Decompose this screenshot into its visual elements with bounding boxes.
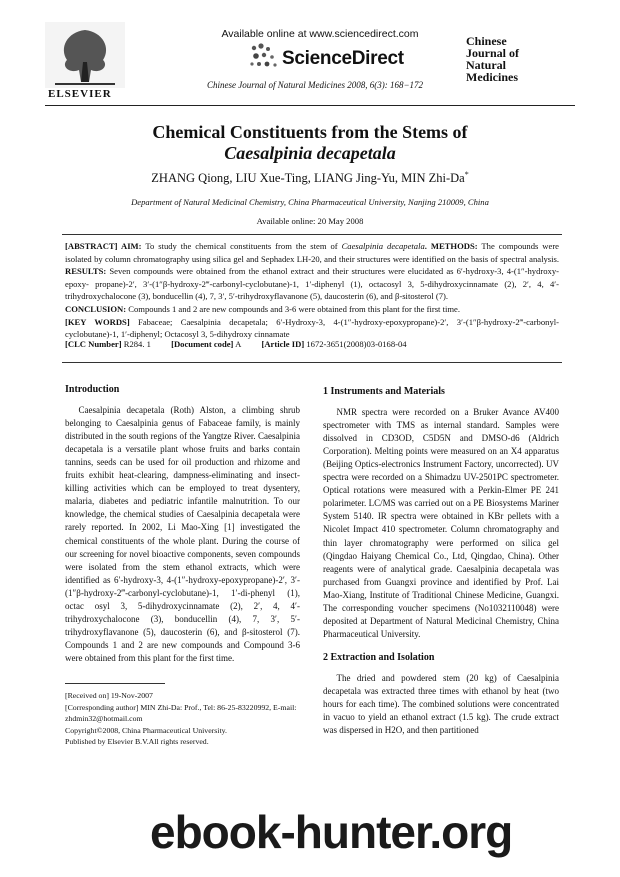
title-line-species: Caesalpinia decapetala — [224, 143, 396, 163]
header-divider — [45, 105, 575, 106]
publisher-name: ELSEVIER — [48, 88, 112, 100]
section1-paragraph: NMR spectra were recorded on a Bruker Avance AV400 spectrometer with TMS as internal standard. Samples were dissolved in CD3OD, C5D5N and DMSO-d6 (Aldrich Corporation). Melting points were measured on an X4 apparatus (Beijing Optics-electronics Instrument Factory, uncorrected). UV spectra were recorded on a Shimadzu UV-2501PC spectrometer. Optical rotations were measured with a Perkin-Elmer PE 241 polarimeter. LC/MS was carried out on a PE Biosystems Mariner System 5140. IR spectra were obtained in KBr pellets with a Nicolet Impact 410 spectrometer. Column chromatography and thin layer chromatography were performed on silica gel (Qingdao Haiyang Chemical Co., Ltd, Qingdao, China). Other reagents were of analytical grade. Caesalpinia decapetala was purchased from Guangxi province and identified by Prof. Lai Mao-Xiang, Institute of Traditional Chinese Medicine, Guangxi. The corresponding voucher specimens (No1032110048) were deposited at Department of Natural Medicinal Chemistry, China Pharmaceutical University. — [323, 407, 559, 639]
abstract-block: [ABSTRACT] AIM: To study the chemical constituents from the stem of Caesalpinia decapetala. METHODS: The compounds were isolated by column chromatography using silica gel and Sephadex LH-20, and their structures were identified on the basis of spectral analysis. RESULTS: Seven compounds were obtained from the ethanol extract and their structures were elucidated as 6′-hydroxy-3, 4-(1″-hydroxy-epoxy- propane)-2′, 3′-(1″β-hydroxy-2‴-carbonyl-cyclobutane)-1, 1′-diphenyl (1), octacosyl 3, 5-dihydroxycinnamate (2), 2′, 4, 4′-trihydroxychalocone (3), bonducellin (4), 7, 3′, 5′-trihydroxyflavanone (5), daucosterin (6), and β-sitosterol (7). CONCLUSION: Compounds 1 and 2 are new compounds and 3-6 were obtained from this plant for the first time. [KEY WORDS] Fabaceae; Caesalpinia decapetala; 6′-Hydroxy-3, 4-(1″-hydroxy-epoxypropane)-2′, 3′-(1″β-hydroxy-2‴-carbonyl-cyclobutane)-1, 1′-diphenyl; Octacosyl 3, 5-dihydroxy cinnamate — [65, 241, 559, 340]
paper-title — [45, 122, 575, 164]
affiliation: Department of Natural Medicinal Chemistry, China Pharmaceutical University, Nanjing 210009, China — [131, 197, 489, 207]
intro-heading: Introduction — [65, 384, 120, 395]
footnote-divider — [65, 683, 165, 684]
section1-heading: 1 Instruments and Materials — [323, 386, 445, 397]
intro-paragraph: Caesalpinia decapetala (Roth) Alston, a climbing shrub belonging to Caesalpinia genus of Fabaceae family, is mainly distributed in the south regions of the Yangtze River. Caesalpinia decapetala is a versatile plant whose fruits and barks contain tannins, seeds can be used for oil production and rhizome and fruits exhibit heat-clearing, dampness-eliminating and insect-killing activities which can be employed to treat dysentery, malaria, diabetes and pediatric infantile malnutrition. To our knowledge, the chemical studies of Caesalpinia decapetala were rarely reported. In 2002, Li Mao-Xing [1] investigated the chemical constituents of the whole plant. During the course of our screening for novel bioactive components, seven compounds were isolated from the stem ethanol extracts, which were identified as 6′-hydroxy-3, 4-(1″-hydroxy-epoxypropane)-2′, 3′-(1″β-hydroxy-2‴-carbonyl-cyclobutane)-1, 1′-di-phenyl (1), octac osyl 3, 5-dihydroxycinnamate (2), 2′, 4, 4′-trihydroxychalocone (3), bonducellin (4), 7, 3′, 5′-trihydroxyflavanone (5), daucosterin (6), and β-sitosterol (7). Compounds 1 and 2 are new compounds and Compound 3-6 were obtained from this plant for the first time. — [65, 405, 300, 663]
available-online-date: Available online: 20 May 2008 — [256, 216, 364, 226]
received-date: [Received on] 19-Nov-2007 — [65, 691, 153, 700]
abstract-top-divider — [62, 234, 562, 235]
right-column — [323, 385, 559, 737]
footnotes — [65, 690, 305, 748]
classification-line: [CLC Number] R284. 1 [Document code] A [Article ID] 1672-3651(2008)03-0168-04 — [65, 339, 407, 349]
journal-title-line: Chinese — [466, 34, 507, 48]
section2-paragraph: The dried and powdered stem (20 kg) of Caesalpinia decapetala was extracted three times with ethanol by heat (two hours for each time). The combined solutions were concentrated in vacuo to yield an ethanol extract (1.5 kg). The crude extract was dispersed in H2O, and then partitioned — [323, 672, 559, 736]
title-line: Chemical Constituents from the Stems of — [152, 122, 468, 142]
publisher-line: Published by Elsevier B.V.All rights reserved. — [65, 737, 209, 746]
sciencedirect-wordmark: ScienceDirect — [282, 48, 404, 69]
watermark: ebook-hunter.org — [150, 806, 513, 858]
corresponding-author: [Corresponding author] MIN Zhi-Da: Prof., Tel: 86-25-83220992, E-mail: zhdmin32@hotmail.com — [65, 702, 297, 723]
author-list: ZHANG Qiong, LIU Xue-Ting, LIANG Jing-Yu, MIN Zhi-Da* — [151, 170, 469, 186]
abstract-bottom-divider — [62, 362, 562, 363]
journal-title-block — [466, 35, 576, 95]
journal-title-line: Medicines — [466, 70, 518, 84]
section2-heading: 2 Extraction and Isolation — [323, 651, 435, 663]
journal-title-line: Natural — [466, 58, 506, 72]
left-column — [65, 383, 300, 665]
journal-title-line: Journal of — [466, 46, 520, 60]
online-availability: Available online at www.sciencedirect.com — [221, 28, 419, 40]
journal-citation: Chinese Journal of Natural Medicines 2008, 6(3): 168−172 — [206, 80, 424, 90]
copyright-line: Copyright©2008, China Pharmaceutical University. — [65, 725, 227, 735]
